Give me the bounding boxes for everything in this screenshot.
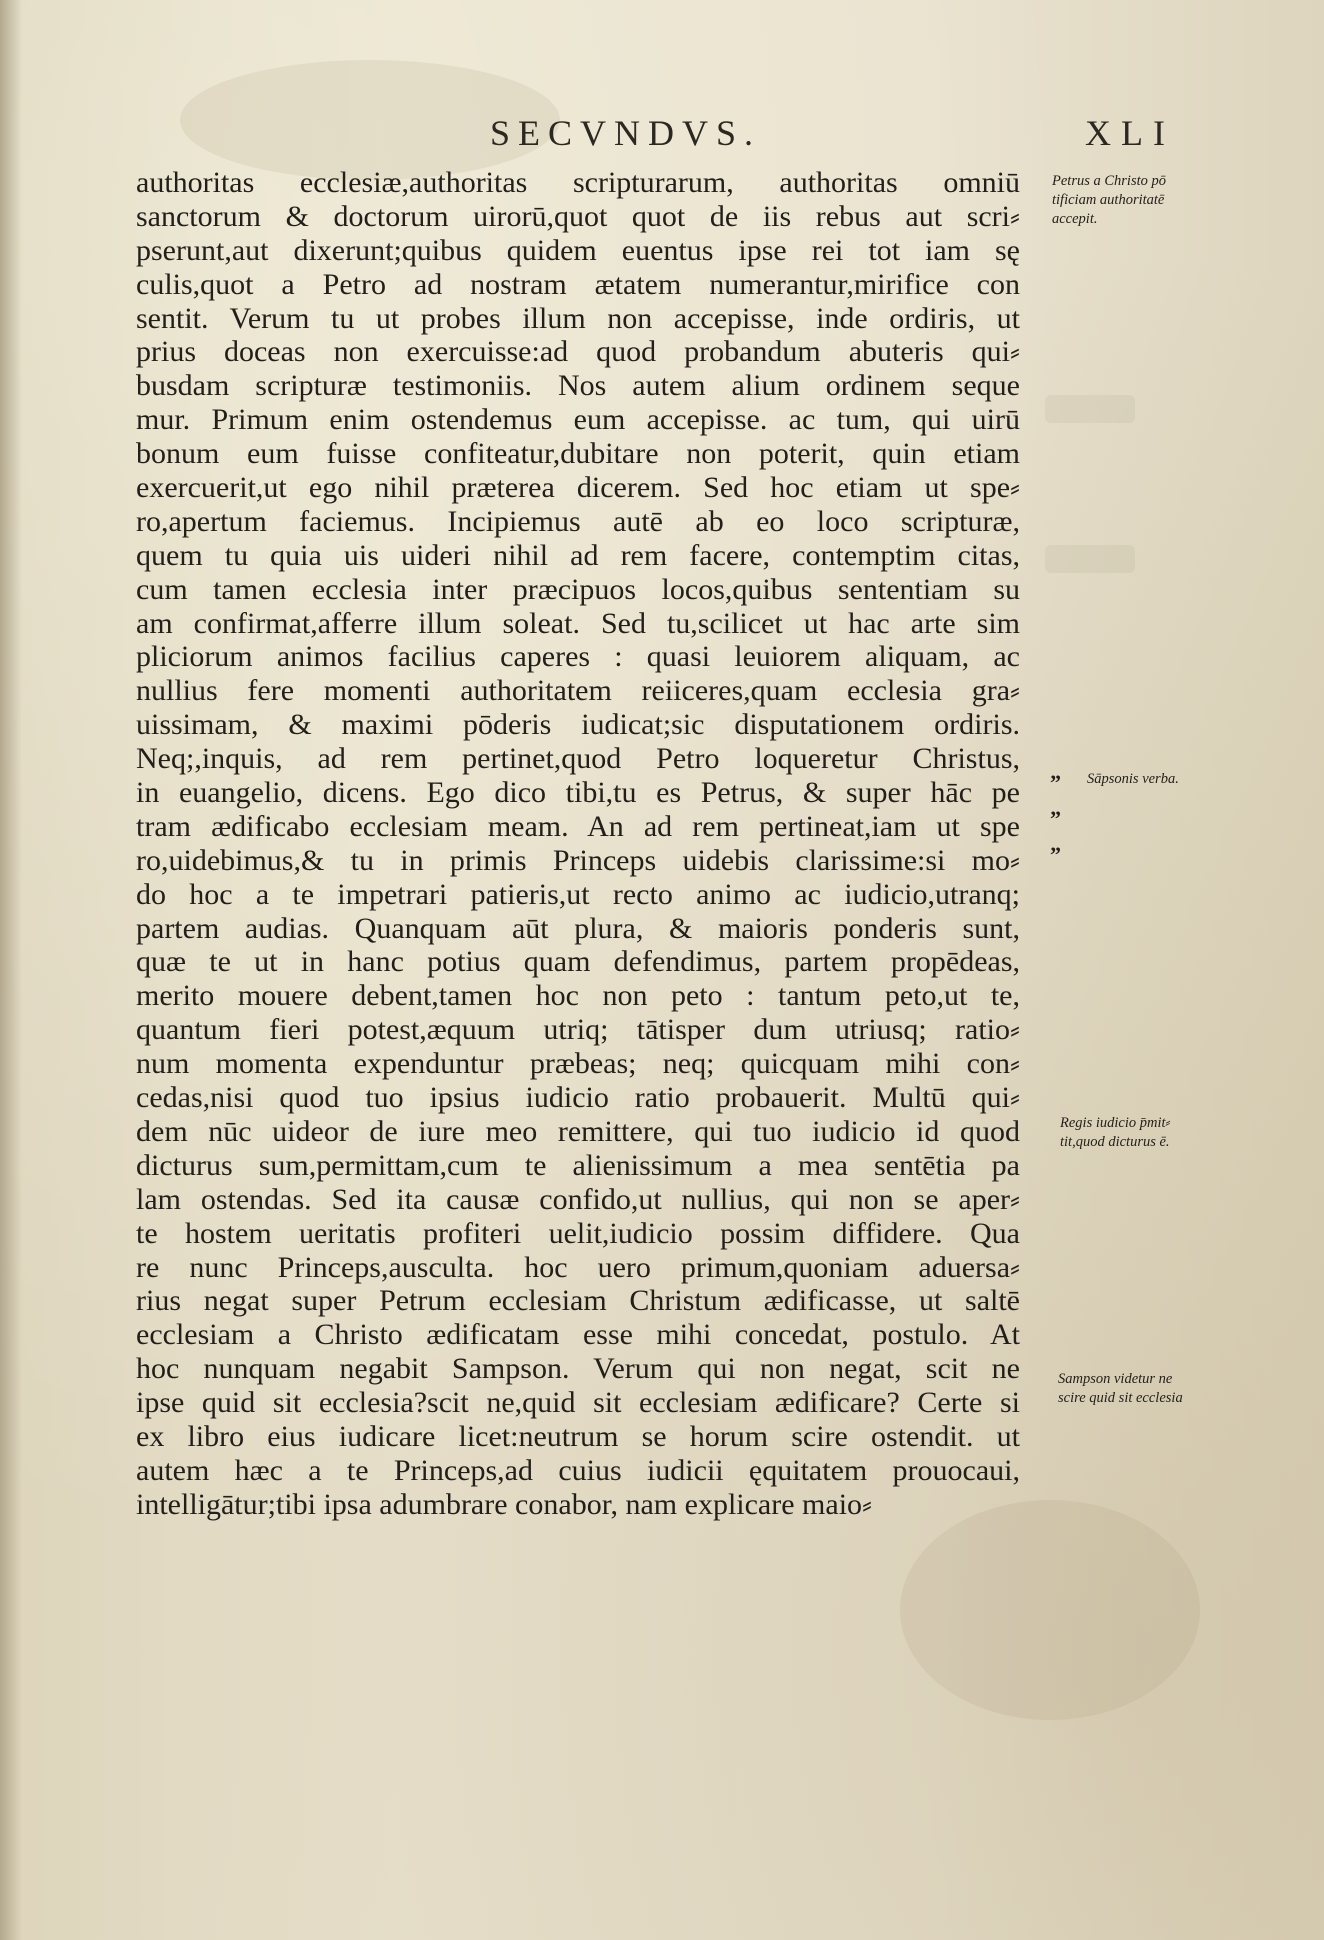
- text-line: quantum fieri potest,æquum utriq; tātisper dum utriusq; ratio⸗: [136, 1013, 1020, 1047]
- text-line: pliciorum animos facilius caperes : quasi leuiorem aliquam, ac: [136, 640, 1020, 674]
- text-line: num momenta expenduntur præbeas; neq; quicquam mihi con⸗: [136, 1047, 1020, 1081]
- text-line: tram ædificabo ecclesiam meam. An ad rem pertineat,iam ut spe: [136, 809, 1020, 843]
- folio-number: XLI: [1085, 113, 1175, 153]
- text-line: authoritas ecclesiæ,authoritas scripturarum, authoritas omniū: [136, 166, 1020, 199]
- marginal-note-line: scire quid sit ecclesia: [1058, 1390, 1183, 1406]
- main-text-block: [136, 166, 1020, 1522]
- running-head: SECVNDVS.: [490, 113, 762, 153]
- text-line: do hoc a te impetrari patieris,ut recto animo ac iudicio,utranq;: [136, 877, 1020, 911]
- marginal-note-sampson-verba: Sāpsonis verba.: [1087, 771, 1179, 787]
- text-line: Neq;,inquis, ad rem pertinet,quod Petro loqueretur Christus,: [136, 742, 1020, 776]
- page-gutter-shadow: [0, 0, 22, 1940]
- text-line: cedas,nisi quod tuo ipsius iudicio ratio probauerit. Multū qui⸗: [136, 1081, 1020, 1115]
- text-line: hoc nunquam negabit Sampson. Verum qui non negat, scit ne: [136, 1352, 1020, 1386]
- text-line: busdam scripturæ testimoniis. Nos autem alium ordinem seque: [136, 369, 1020, 403]
- quotation-mark: ”: [1050, 770, 1061, 795]
- quotation-mark: ”: [1050, 806, 1061, 831]
- paper-stain: [900, 1500, 1200, 1720]
- text-line: ro,uidebimus,& tu in primis Princeps uidebis clarissime:si mo⸗: [136, 843, 1020, 877]
- text-line: intelligātur;tibi ipsa adumbrare conabor, nam explicare maio⸗: [136, 1487, 873, 1521]
- text-line: dem nūc uideor de iure meo remittere, qui tuo iudicio id quod: [136, 1114, 1020, 1148]
- text-line: bonum eum fuisse confiteatur,dubitare non poterit, quin etiam: [136, 437, 1020, 471]
- bleed-through-mark: [1045, 395, 1135, 423]
- text-line: am confirmat,afferre illum soleat. Sed tu,scilicet ut hac arte sim: [136, 606, 1020, 640]
- text-line: autem hæc a te Princeps,ad cuius iudicii ęquitatem prouocaui,: [136, 1453, 1020, 1487]
- text-line: uissimam, & maximi pōderis iudicat;sic disputationem ordiris.: [136, 708, 1020, 742]
- text-line: quem tu quia uis uideri nihil ad rem facere, contemptim citas,: [136, 538, 1020, 572]
- text-line: ro,apertum faciemus. Incipiemus autē ab eo loco scripturæ,: [136, 504, 1020, 538]
- text-line: ex libro eius iudicare licet:neutrum se horum scire ostendit. ut: [136, 1419, 1020, 1453]
- marginal-note-line: tificiam authoritatē: [1052, 192, 1165, 208]
- quotation-mark: ”: [1050, 842, 1061, 867]
- marginal-note-line: accepit.: [1052, 211, 1098, 227]
- text-line: partem audias. Quanquam aūt plura, & maioris ponderis sunt,: [136, 911, 1020, 945]
- marginal-note-line: tit,quod dicturus ē.: [1060, 1134, 1170, 1150]
- text-line: quæ te ut in hanc potius quam defendimus, partem propēdeas,: [136, 945, 1020, 979]
- text-line: merito mouere debent,tamen hoc non peto : tantum peto,ut te,: [136, 979, 1020, 1013]
- marginal-note-petrus: [1052, 172, 1242, 229]
- text-line: sentit. Verum tu ut probes illum non accepisse, inde ordiris, ut: [136, 301, 1020, 335]
- marginal-note-sampson-ecclesia: [1058, 1370, 1248, 1408]
- text-line: cum tamen ecclesia inter præcipuos locos,quibus sententiam su: [136, 572, 1020, 606]
- text-line: re nunc Princeps,ausculta. hoc uero primum,quoniam aduersa⸗: [136, 1250, 1020, 1284]
- text-line: nullius fere momenti authoritatem reiiceres,quam ecclesia gra⸗: [136, 674, 1020, 708]
- text-line: te hostem ueritatis profiteri uelit,iudicio possim diffidere. Qua: [136, 1216, 1020, 1250]
- text-line: sanctorum & doctorum uirorū,quot quot de iis rebus aut scri⸗: [136, 199, 1020, 233]
- text-line: lam ostendas. Sed ita causæ confido,ut nullius, qui non se aper⸗: [136, 1182, 1020, 1216]
- text-line: ecclesiam a Christo ædificatam esse mihi concedat, postulo. At: [136, 1318, 1020, 1352]
- text-line: prius doceas non exercuisse:ad quod probandum abuteris qui⸗: [136, 335, 1020, 369]
- text-line: culis,quot a Petro ad nostram ætatem numerantur,mirifice con: [136, 267, 1020, 301]
- text-line: in euangelio, dicens. Ego dico tibi,tu es Petrus, & super hāc pe: [136, 776, 1020, 810]
- text-line: pserunt,aut dixerunt;quibus quidem euentus ipse rei tot iam sę: [136, 233, 1020, 267]
- marginal-note-line: Regis iudicio p̄mit⸗: [1060, 1115, 1171, 1131]
- marginal-note-line: Petrus a Christo pō: [1052, 173, 1166, 189]
- text-line: ipse quid sit ecclesia?scit ne,quid sit ecclesiam ædificare? Certe si: [136, 1386, 1020, 1420]
- text-line: mur. Primum enim ostendemus eum accepisse. ac tum, qui uirū: [136, 403, 1020, 437]
- text-line: dicturus sum,permittam,cum te alienissimum a mea sentētia pa: [136, 1148, 1020, 1182]
- text-line: rius negat super Petrum ecclesiam Christum ædificasse, ut saltē: [136, 1284, 1020, 1318]
- bleed-through-mark: [1045, 545, 1135, 573]
- text-line: exercuerit,ut ego nihil præterea dicerem. Sed hoc etiam ut spe⸗: [136, 471, 1020, 505]
- marginal-note-line: Sampson videtur ne: [1058, 1371, 1173, 1387]
- marginal-note-regis: [1060, 1114, 1250, 1152]
